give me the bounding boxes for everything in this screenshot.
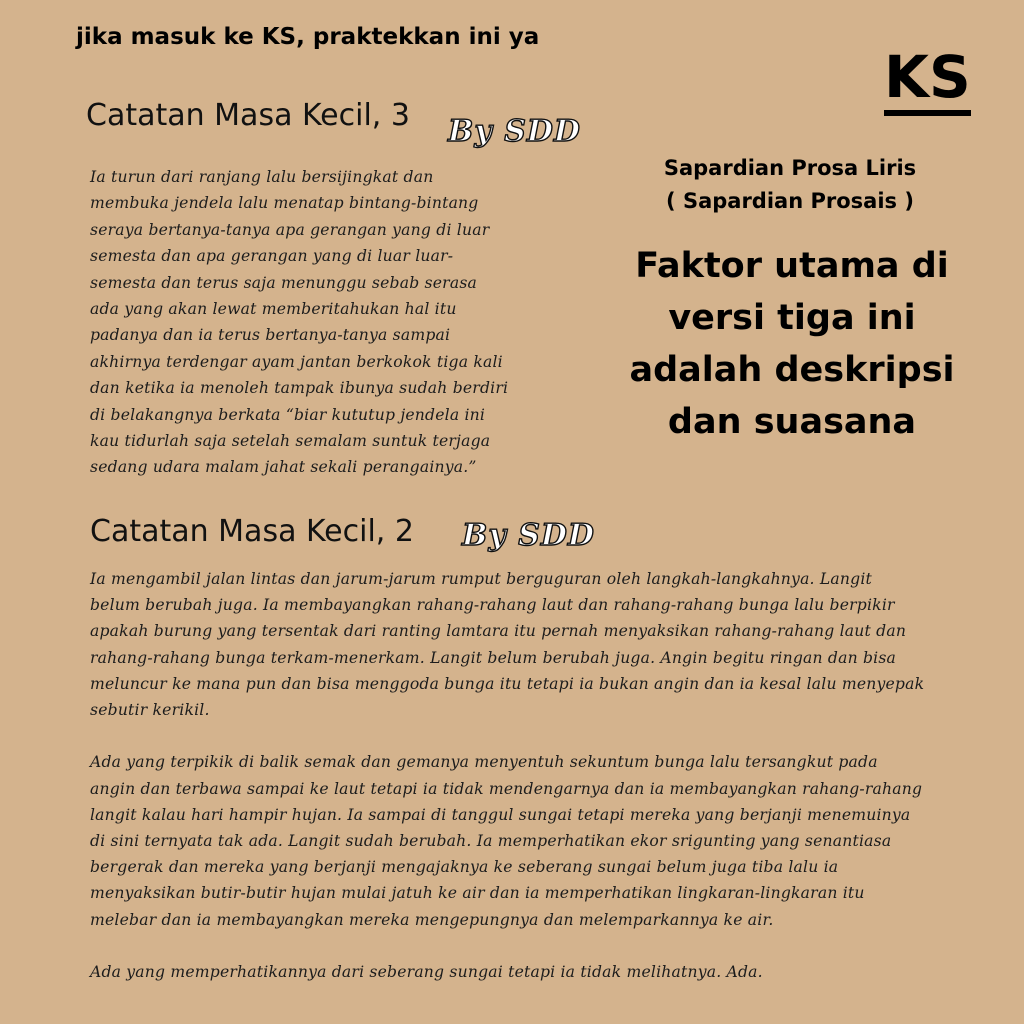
prose-line: menyaksikan butir-butir hujan mulai jatuh ke air dan ia memperhatikan lingkaran-lingkaran itu — [90, 884, 865, 903]
headline-line: dan suasana — [667, 402, 917, 442]
prose-line: Ia mengambil jalan lintas dan jarum-jarum rumput berguguran oleh langkah-langkahnya. Langit — [90, 570, 873, 588]
prose-line: sedang udara malam jahat sekali perangainya.” — [90, 458, 477, 477]
prose-line: Ia turun dari ranjang lalu bersijingkat dan — [90, 168, 434, 186]
prose-line: akhirnya terdengar ayam jantan berkokok tiga kali — [90, 352, 503, 371]
prose-line: melebar dan ia membayangkan mereka mengepungnya dan melemparkannya ke air. — [90, 910, 774, 929]
top-note: jika masuk ke KS, praktekkan ini ya — [76, 24, 540, 50]
prose-line: kau tidurlah saja setelah semalam suntuk terjaga — [90, 432, 491, 451]
section-3-byline: By SDD — [448, 114, 581, 149]
prose-line: ada yang akan lewat memberitahukan hal itu — [90, 300, 457, 319]
prose-line: dan ketika ia menoleh tampak ibunya sudah berdiri — [90, 379, 509, 398]
prose-line: seraya bertanya-tanya apa gerangan yang di luar — [90, 220, 490, 239]
headline-line: adalah deskripsi — [629, 350, 955, 390]
section-2-title: Catatan Masa Kecil, 2 — [90, 514, 414, 549]
headline-line: Faktor utama di — [635, 246, 949, 286]
section-2-byline: By SDD — [462, 518, 595, 553]
prose-line: Ada yang memperhatikannya dari seberang sungai tetapi ia tidak melihatnya. Ada. — [90, 963, 763, 982]
prose-line: angin dan terbawa sampai ke laut tetapi ia tidak mendengarnya dan ia membayangkan rahang-rahang — [90, 779, 923, 798]
section-2-prose — [90, 566, 965, 985]
prose-line: langit kalau hari hampir hujan. Ia sampai di tanggul sungai tetapi mereka yang berjanji menemuinya — [90, 805, 911, 824]
prose-line: semesta dan terus saja menunggu sebab serasa — [90, 273, 478, 292]
paragraph-gap — [90, 723, 965, 749]
subtitle-prosa-liris: Sapardian Prosa Liris — [663, 156, 917, 180]
prose-line: belum berubah juga. Ia membayangkan rahang-rahang laut dan rahang-rahang bunga lalu berpikir — [90, 596, 895, 615]
prose-line: Ada yang terpikik di balik semak dan gemanya menyentuh sekuntum bunga lalu tersangkut pada — [90, 753, 878, 772]
prose-line: di sini ternyata tak ada. Langit sudah berubah. Ia memperhatikan ekor srigunting yang senantiasa — [90, 832, 892, 851]
headline-line: versi tiga ini — [668, 298, 916, 338]
prose-line: meluncur ke mana pun dan bisa menggoda bunga itu tetapi ia bukan angin dan ia kesal lalu menyepak — [90, 674, 925, 693]
prose-line: bergerak dan mereka yang berjanji mengajaknya ke seberang sungai belum juga tiba lalu ia — [90, 858, 839, 877]
prose-line: semesta dan apa gerangan yang di luar luar- — [90, 247, 454, 266]
prose-line: sebutir kerikil. — [90, 701, 210, 720]
section-3-prose — [90, 164, 530, 481]
prose-line: di belakangnya berkata “biar kututup jendela ini — [90, 405, 486, 424]
prose-line: membuka jendela lalu menatap bintang-bintang — [90, 194, 479, 213]
ks-logo: KS — [884, 48, 971, 116]
section-3-title: Catatan Masa Kecil, 3 — [86, 98, 410, 133]
prose-line: apakah burung yang tersentak dari ranting lamtara itu pernah menyaksikan rahang-rahang laut dan — [90, 622, 907, 641]
prose-line: rahang-rahang bunga terkam-menerkam. Langit belum berubah juga. Angin begitu ringan dan bisa — [90, 648, 897, 667]
prose-line: padanya dan ia terus bertanya-tanya sampai — [90, 326, 451, 345]
paragraph-gap — [90, 933, 965, 959]
subtitle-prosais: ( Sapardian Prosais ) — [666, 189, 914, 213]
headline — [612, 240, 972, 448]
